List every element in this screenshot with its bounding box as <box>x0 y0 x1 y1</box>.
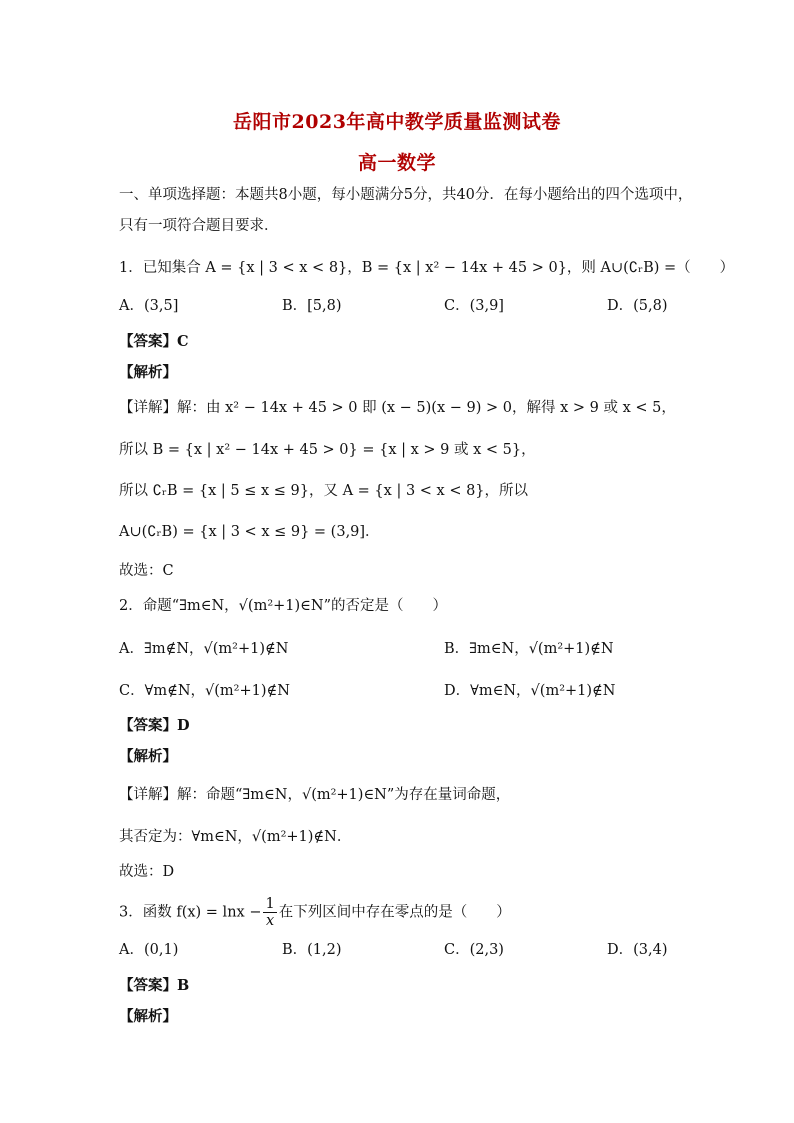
section-intro-line-2: 只有一项符合题目要求． <box>119 218 279 234</box>
q3-option-c: C．(2,3) <box>444 942 504 958</box>
exam-title: 岳阳市2023年高中教学质量监测试卷 <box>233 111 561 133</box>
q1-option-d: D．(5,8) <box>607 298 668 314</box>
q3-option-b: B．(1,2) <box>282 942 342 958</box>
q3-answer: 【答案】B <box>119 977 190 994</box>
q1-detail-line-3: 所以 ∁ᵣB = {x | 5 ≤ x ≤ 9}，又 A = {x | 3 < x < 8}，所以 <box>119 483 529 499</box>
q3-fraction-numerator: 1 <box>265 896 275 912</box>
q2-stem: 2．命题“∃m∈N，√(m²+1)∈N”的否定是（ ） <box>119 598 447 614</box>
q2-detail-line-2: 其否定为：∀m∈N，√(m²+1)∉N． <box>119 829 352 845</box>
q3-analysis-heading: 【解析】 <box>119 1008 177 1025</box>
q3-option-a: A．(0,1) <box>119 942 179 958</box>
q2-option-b: B．∃m∈N，√(m²+1)∉N <box>444 641 614 657</box>
q1-option-a: A．(3,5] <box>119 298 179 314</box>
q1-detail-line-2: 所以 B = {x | x² − 14x + 45 > 0} = {x | x > 9 或 x < 5}， <box>119 442 536 458</box>
q3-stem <box>119 896 511 929</box>
q3-stem-suffix: 在下列区间中存在零点的是（ ） <box>278 904 511 921</box>
q2-analysis-heading: 【解析】 <box>119 748 177 765</box>
q1-detail-line-4: A∪(∁ᵣB) = {x | 3 < x ≤ 9} = (3,9]． <box>119 524 380 540</box>
q3-fraction <box>263 896 276 929</box>
q1-option-c: C．(3,9] <box>444 298 504 314</box>
q1-stem: 1．已知集合 A = {x | 3 < x < 8}，B = {x | x² − 14x + 45 > 0}，则 A∪(∁ᵣB) =（ ） <box>119 260 735 276</box>
q3-fraction-denominator: x <box>266 913 275 929</box>
exam-subtitle: 高一数学 <box>357 152 436 174</box>
q2-choice: 故选：D <box>119 864 175 880</box>
q1-choice: 故选：C <box>119 563 174 579</box>
q2-option-d: D．∀m∈N，√(m²+1)∉N <box>444 683 616 699</box>
q2-answer: 【答案】D <box>119 717 190 734</box>
q1-analysis-heading: 【解析】 <box>119 364 177 381</box>
q2-option-c: C．∀m∉N，√(m²+1)∉N <box>119 683 290 699</box>
q1-option-b: B．[5,8) <box>282 298 342 314</box>
q3-option-d: D．(3,4) <box>607 942 668 958</box>
q1-detail-line-1: 【详解】解：由 x² − 14x + 45 > 0 即 (x − 5)(x − 9) > 0，解得 x > 9 或 x < 5， <box>119 400 676 416</box>
section-intro-line-1: 一、单项选择题：本题共8小题，每小题满分5分，共40分．在每小题给出的四个选项中， <box>119 187 693 203</box>
q1-answer: 【答案】C <box>119 333 189 350</box>
q2-detail-line-1: 【详解】解：命题“∃m∈N，√(m²+1)∈N”为存在量词命题， <box>119 787 511 803</box>
q2-option-a: A．∃m∉N，√(m²+1)∉N <box>119 641 289 657</box>
q3-stem-prefix: 3．函数 f(x) = lnx − <box>119 904 262 921</box>
